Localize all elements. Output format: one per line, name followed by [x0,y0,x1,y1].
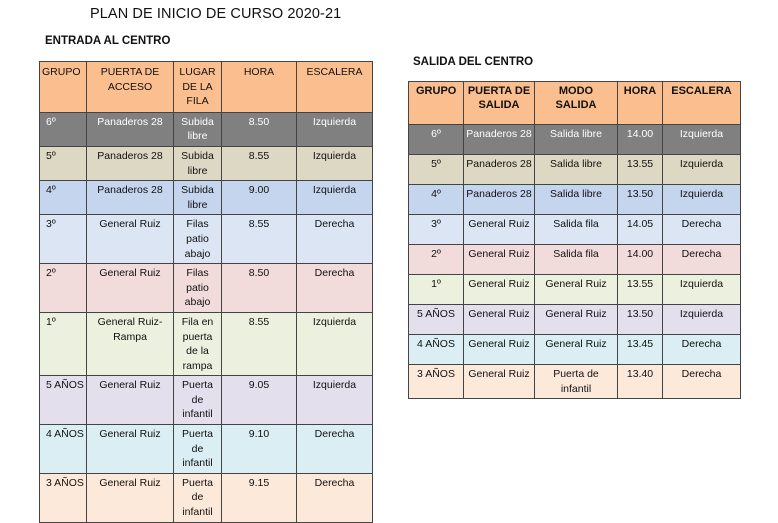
entry-cell-hora: 9.15 [222,473,297,522]
entry-cell-hora: 9.05 [222,376,297,425]
entry-cell-escalera: Derecha [297,425,373,474]
exit-cell-hora: 14.05 [618,215,663,245]
exit-cell-modo: General Ruiz [535,275,618,305]
exit-cell-escalera: Derecha [663,365,741,399]
entry-col-lugar: LUGAR DE LA FILA [174,62,222,113]
exit-cell-hora: 13.45 [618,335,663,365]
entry-col-escalera: ESCALERA [297,62,373,113]
entry-col-puerta: PUERTA DE ACCESO [87,62,174,113]
exit-cell-modo: Salida libre [535,185,618,215]
exit-row [409,365,741,399]
entry-row [40,112,373,146]
exit-table [408,81,741,399]
entry-row [40,376,373,425]
exit-cell-modo: General Ruiz [535,335,618,365]
exit-cell-puerta: General Ruiz [464,245,535,275]
entry-cell-puerta: Panaderos 28 [87,181,174,215]
exit-row [409,245,741,275]
entry-cell-hora: 9.10 [222,425,297,474]
exit-cell-grupo: 3 AÑOS [409,365,464,399]
exit-cell-escalera: Izquierda [663,185,741,215]
entry-col-grupo: GRUPO [40,62,87,113]
exit-cell-puerta: Panaderos 28 [464,125,535,155]
entry-header-row [40,62,373,113]
exit-cell-escalera: Izquierda [663,155,741,185]
exit-col-puerta: PUERTA DE SALIDA [464,82,535,125]
entry-cell-lugar: Filas patio abajo [174,264,222,313]
entry-cell-escalera: Izquierda [297,146,373,180]
entry-cell-grupo: 1º [40,312,87,375]
entry-cell-lugar: Subida libre [174,146,222,180]
entry-row [40,312,373,375]
exit-row [409,185,741,215]
exit-col-grupo: GRUPO [409,82,464,125]
entry-cell-puerta: General Ruiz [87,264,174,313]
exit-row [409,125,741,155]
entry-cell-hora: 9.00 [222,181,297,215]
page-title: PLAN DE INICIO DE CURSO 2020-21 [90,6,342,22]
entry-row [40,146,373,180]
exit-cell-escalera: Derecha [663,335,741,365]
exit-col-escalera: ESCALERA [663,82,741,125]
entry-cell-lugar: Puerta de infantil [174,473,222,522]
entry-cell-lugar: Filas patio abajo [174,215,222,264]
exit-cell-escalera: Izquierda [663,275,741,305]
entry-cell-lugar: Subida libre [174,181,222,215]
exit-cell-escalera: Derecha [663,215,741,245]
entry-row [40,215,373,264]
exit-cell-modo: Salida libre [535,155,618,185]
exit-col-hora: HORA [618,82,663,125]
exit-cell-hora: 13.50 [618,185,663,215]
entry-cell-grupo: 4º [40,181,87,215]
entry-cell-grupo: 3º [40,215,87,264]
entry-cell-puerta: General Ruiz [87,425,174,474]
entry-cell-escalera: Izquierda [297,181,373,215]
exit-cell-grupo: 4 AÑOS [409,335,464,365]
entry-cell-lugar: Puerta de infantil [174,376,222,425]
exit-cell-hora: 13.50 [618,305,663,335]
entry-cell-hora: 8.55 [222,215,297,264]
entry-cell-escalera: Derecha [297,215,373,264]
exit-cell-grupo: 4º [409,185,464,215]
exit-cell-grupo: 5 AÑOS [409,305,464,335]
entry-cell-hora: 8.55 [222,312,297,375]
exit-row [409,275,741,305]
exit-cell-grupo: 2º [409,245,464,275]
exit-row [409,155,741,185]
entry-cell-grupo: 4 AÑOS [40,425,87,474]
entry-table [39,61,373,523]
exit-cell-hora: 13.55 [618,275,663,305]
exit-cell-grupo: 3º [409,215,464,245]
exit-row [409,305,741,335]
entry-cell-escalera: Izquierda [297,312,373,375]
exit-cell-grupo: 5º [409,155,464,185]
exit-row [409,335,741,365]
exit-cell-grupo: 1º [409,275,464,305]
exit-cell-hora: 14.00 [618,245,663,275]
exit-cell-grupo: 6º [409,125,464,155]
exit-cell-escalera: Izquierda [663,305,741,335]
entry-cell-puerta: Panaderos 28 [87,112,174,146]
entry-cell-puerta: General Ruiz-Rampa [87,312,174,375]
exit-cell-modo: Salida fila [535,245,618,275]
entry-cell-grupo: 6º [40,112,87,146]
entry-row [40,473,373,522]
exit-cell-modo: General Ruiz [535,305,618,335]
exit-cell-puerta: General Ruiz [464,365,535,399]
exit-section-title: SALIDA DEL CENTRO [413,56,534,68]
entry-cell-hora: 8.55 [222,146,297,180]
entry-row [40,425,373,474]
entry-cell-hora: 8.50 [222,112,297,146]
exit-cell-modo: Salida libre [535,125,618,155]
exit-cell-puerta: General Ruiz [464,275,535,305]
entry-cell-puerta: General Ruiz [87,473,174,522]
exit-row [409,215,741,245]
entry-cell-lugar: Fila en puerta de la rampa [174,312,222,375]
entry-cell-grupo: 5º [40,146,87,180]
entry-cell-escalera: Derecha [297,264,373,313]
exit-cell-hora: 14.00 [618,125,663,155]
entry-cell-puerta: General Ruiz [87,215,174,264]
entry-cell-grupo: 2º [40,264,87,313]
exit-cell-escalera: Izquierda [663,125,741,155]
entry-cell-lugar: Subida libre [174,112,222,146]
exit-cell-puerta: General Ruiz [464,335,535,365]
entry-cell-grupo: 3 AÑOS [40,473,87,522]
entry-cell-puerta: General Ruiz [87,376,174,425]
entry-cell-puerta: Panaderos 28 [87,146,174,180]
exit-cell-escalera: Derecha [663,245,741,275]
exit-cell-modo: Puerta de infantil [535,365,618,399]
entry-cell-escalera: Izquierda [297,376,373,425]
entry-cell-hora: 8.50 [222,264,297,313]
exit-cell-puerta: General Ruiz [464,305,535,335]
exit-cell-modo: Salida fila [535,215,618,245]
exit-cell-hora: 13.55 [618,155,663,185]
entry-section-title: ENTRADA AL CENTRO [45,35,171,47]
exit-cell-puerta: Panaderos 28 [464,185,535,215]
entry-cell-grupo: 5 AÑOS [40,376,87,425]
exit-cell-hora: 13.40 [618,365,663,399]
entry-row [40,264,373,313]
entry-cell-lugar: Puerta de infantil [174,425,222,474]
exit-cell-puerta: General Ruiz [464,215,535,245]
entry-cell-escalera: Derecha [297,473,373,522]
entry-cell-escalera: Izquierda [297,112,373,146]
entry-row [40,181,373,215]
exit-cell-puerta: Panaderos 28 [464,155,535,185]
exit-header-row [409,82,741,125]
exit-col-modo: MODO SALIDA [535,82,618,125]
entry-col-hora: HORA [222,62,297,113]
